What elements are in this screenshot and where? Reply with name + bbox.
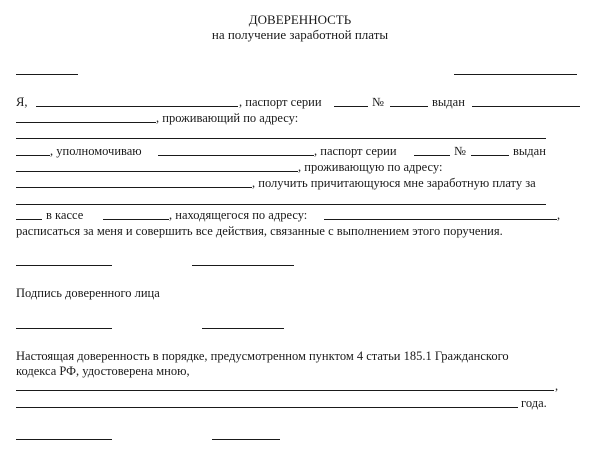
agent-signature-label: Подпись доверенного лица bbox=[16, 286, 160, 300]
organization-address-field[interactable] bbox=[324, 219, 557, 220]
text-authorize: , уполномочиваю bbox=[50, 144, 142, 158]
text-located-at: , находящегося по адресу: bbox=[169, 208, 308, 222]
text-agent-passport-series: , паспорт серии bbox=[314, 144, 397, 158]
principal-issued-by-field[interactable] bbox=[472, 106, 580, 107]
agent-passport-number-field[interactable] bbox=[471, 155, 509, 156]
principal-issued-by-cont-field[interactable] bbox=[16, 122, 156, 123]
certifier-field[interactable] bbox=[16, 390, 554, 391]
text-issued: выдан bbox=[432, 95, 465, 109]
text-ya: Я, bbox=[16, 95, 28, 109]
notary-text-line-1: Настоящая доверенность в порядке, предусмотренном пунктом 4 статьи 185.1 Гражданского bbox=[16, 349, 509, 363]
principal-address-field[interactable] bbox=[16, 138, 546, 139]
agent-name-field[interactable] bbox=[158, 155, 314, 156]
organization-name-field[interactable] bbox=[103, 219, 169, 220]
agent-signature-name-field[interactable] bbox=[202, 328, 284, 329]
text-residing-at: , проживающий по адресу: bbox=[156, 111, 299, 125]
principal-signature-field[interactable] bbox=[16, 265, 112, 266]
principal-address-cont-field[interactable] bbox=[16, 155, 50, 156]
text-certifier-comma: , bbox=[555, 379, 559, 393]
text-year: года. bbox=[521, 396, 547, 410]
text-agent-residing-at: , проживающую по адресу: bbox=[298, 160, 443, 174]
document-subtitle: на получение заработной платы bbox=[211, 27, 389, 42]
agent-issued-by-field[interactable] bbox=[16, 171, 298, 172]
text-sign-for-me: расписаться за меня и совершить все действия, связанные с выполнением этого поручения. bbox=[16, 224, 503, 238]
certification-date-field[interactable] bbox=[16, 407, 518, 408]
text-comma: , bbox=[557, 208, 561, 222]
notary-text-line-2: кодекса РФ, удостоверена мною, bbox=[16, 364, 190, 378]
text-passport-series: , паспорт серии bbox=[239, 95, 322, 109]
date-field[interactable] bbox=[454, 74, 577, 75]
notary-signature-field[interactable] bbox=[16, 439, 112, 440]
agent-passport-series-field[interactable] bbox=[414, 155, 450, 156]
document-title: ДОВЕРЕННОСТЬ bbox=[248, 12, 352, 27]
agent-address-field[interactable] bbox=[16, 187, 252, 188]
principal-name-field[interactable] bbox=[36, 106, 238, 107]
agent-signature-field[interactable] bbox=[16, 328, 112, 329]
salary-period-field[interactable] bbox=[16, 204, 546, 205]
text-agent-number-sign: № bbox=[454, 144, 466, 158]
notary-signature-name-field[interactable] bbox=[212, 439, 280, 440]
text-at-cashier: в кассе bbox=[46, 208, 84, 222]
text-number-sign: № bbox=[372, 95, 384, 109]
text-receive-salary: , получить причитающуюся мне заработную плату за bbox=[252, 176, 536, 190]
principal-signature-name-field[interactable] bbox=[192, 265, 294, 266]
text-agent-issued: выдан bbox=[513, 144, 546, 158]
place-field[interactable] bbox=[16, 74, 78, 75]
principal-passport-number-field[interactable] bbox=[390, 106, 428, 107]
principal-passport-series-field[interactable] bbox=[334, 106, 368, 107]
salary-period-cont-field[interactable] bbox=[16, 219, 42, 220]
